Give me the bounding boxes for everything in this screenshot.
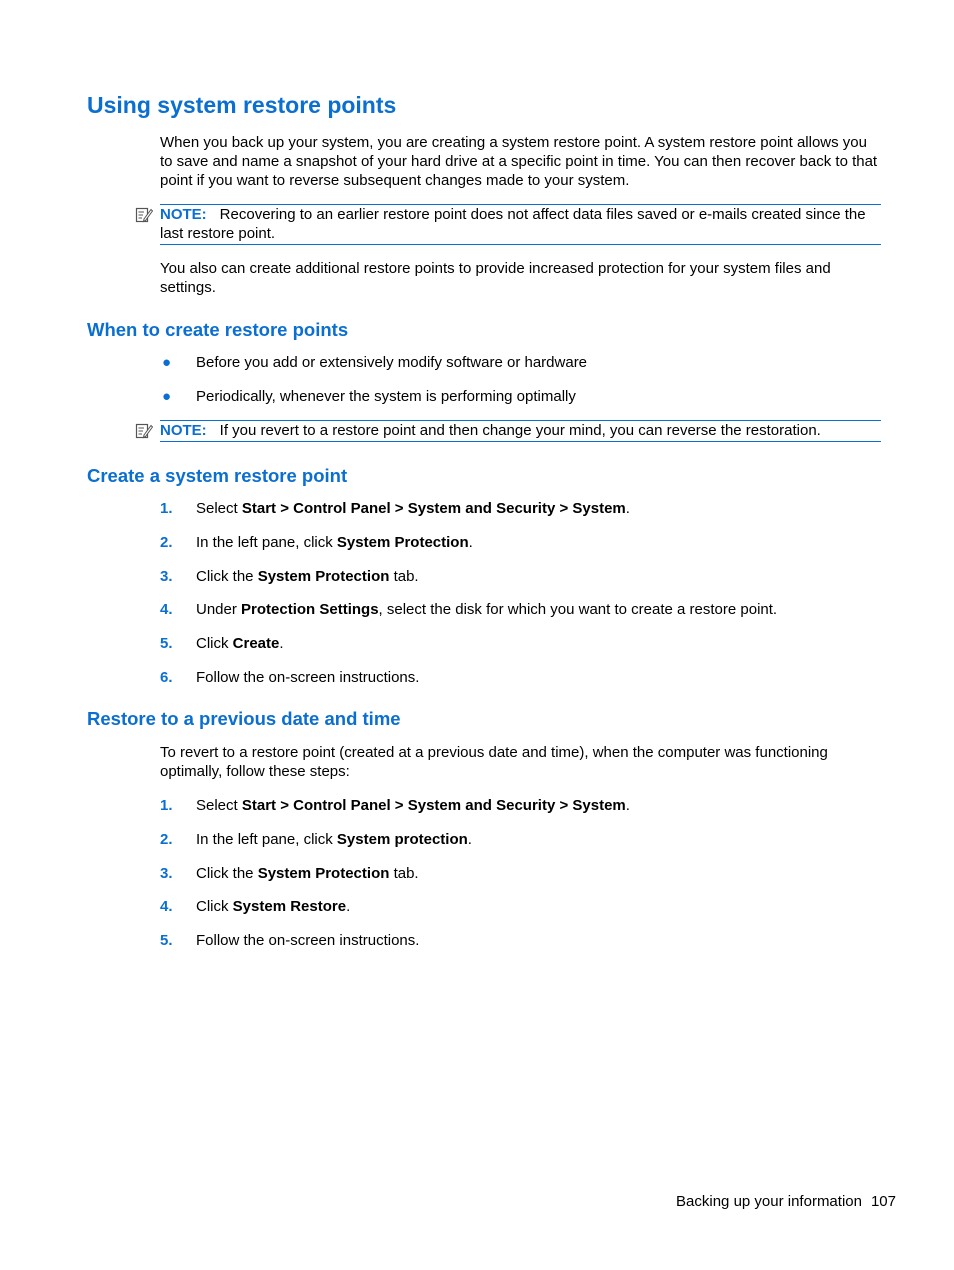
step-text xyxy=(196,796,630,815)
bullet-icon: ● xyxy=(162,388,172,405)
step-text-plain: Follow the on-screen instructions. xyxy=(196,932,420,950)
page-number: 107 xyxy=(870,1193,896,1210)
step-text-plain: . xyxy=(346,898,351,916)
bullet-icon: ● xyxy=(162,354,172,371)
paragraph-additional-points: You also can create additional restore points to provide increased protection for your system files and settings. xyxy=(160,260,831,296)
step-text-bold: System Restore xyxy=(232,898,347,916)
step-number: 4. xyxy=(160,898,173,916)
step-text xyxy=(196,830,472,849)
step-text-bold: Start > Control Panel > System and Security > System xyxy=(241,797,626,814)
step-text-bold: Create xyxy=(232,635,280,653)
step-text-plain: In the left pane, click xyxy=(196,830,337,848)
note-box xyxy=(160,204,881,245)
note-box xyxy=(160,420,881,442)
step-number: 3. xyxy=(160,864,173,882)
step-text xyxy=(196,897,350,916)
step-text-plain: Click xyxy=(196,898,233,916)
step-text-plain: . xyxy=(625,500,630,517)
note-icon xyxy=(135,422,153,440)
step-number: 5. xyxy=(160,635,173,653)
step-text-plain: Click the xyxy=(196,864,258,882)
step-number: 1. xyxy=(160,500,173,517)
step-number: 1. xyxy=(160,797,173,814)
step-text xyxy=(196,668,419,687)
step-text-plain: Click xyxy=(196,635,233,653)
step-text xyxy=(196,567,419,586)
step-text-plain: Click the xyxy=(196,567,258,585)
step-text-bold: Start > Control Panel > System and Security > System xyxy=(241,500,626,517)
step-text xyxy=(196,499,630,518)
note-text: Recovering to an earlier restore point does not affect data files saved or e-mails created since the last restore point. xyxy=(160,206,866,242)
step-text-bold: Protection Settings xyxy=(241,601,379,619)
section-heading-when: When to create restore points xyxy=(87,319,349,340)
intro-paragraph: When you back up your system, you are creating a system restore point. A system restore point allows you to save and name a snapshot of your hard drive at a specific point in time. You can then recover back to that point if you want to reverse subsequent changes made to your system. xyxy=(160,134,878,189)
note-text: If you revert to a restore point and then change your mind, you can reverse the restoration. xyxy=(219,422,821,439)
restore-intro-paragraph: To revert to a restore point (created at a previous date and time), when the computer was functioning optimally, follow these steps: xyxy=(160,744,828,780)
step-number: 2. xyxy=(160,830,173,848)
step-text xyxy=(196,864,419,883)
step-text-plain: Under xyxy=(196,601,242,619)
footer-section-title: Backing up your information xyxy=(676,1193,862,1210)
step-text xyxy=(196,634,284,653)
step-text-plain: tab. xyxy=(389,864,419,882)
step-number: 3. xyxy=(160,567,173,585)
step-text-plain: . xyxy=(468,533,473,551)
step-text xyxy=(196,931,419,950)
section-heading-restore: Restore to a previous date and time xyxy=(87,708,401,729)
step-text xyxy=(196,533,473,552)
step-number: 4. xyxy=(160,601,173,619)
step-text-plain: In the left pane, click xyxy=(196,533,337,551)
list-item-text: Periodically, whenever the system is performing optimally xyxy=(196,388,576,405)
step-text xyxy=(196,600,777,619)
step-text-plain: . xyxy=(279,635,284,653)
step-text-bold: System Protection xyxy=(257,864,390,882)
step-number: 6. xyxy=(160,669,173,686)
step-text-bold: System Protection xyxy=(336,533,469,551)
section-heading-create: Create a system restore point xyxy=(87,465,348,486)
page-title: Using system restore points xyxy=(87,92,397,118)
note-icon xyxy=(135,206,153,224)
step-text-plain: Follow the on-screen instructions. xyxy=(196,669,420,686)
note-label: NOTE: xyxy=(160,206,207,223)
step-text-bold: System Protection xyxy=(257,567,390,585)
step-text-bold: System protection xyxy=(336,830,468,848)
page-footer xyxy=(676,1193,896,1210)
step-number: 5. xyxy=(160,932,173,950)
step-number: 2. xyxy=(160,533,173,551)
step-text-plain: . xyxy=(467,830,472,848)
step-text-plain: . xyxy=(625,797,630,814)
note-label: NOTE: xyxy=(160,422,207,439)
step-text-plain: tab. xyxy=(389,567,419,585)
step-text-plain: Select xyxy=(196,797,242,814)
list-item-text: Before you add or extensively modify software or hardware xyxy=(196,354,588,371)
step-text-plain: , select the disk for which you want to create a restore point. xyxy=(378,601,778,619)
step-text-plain: Select xyxy=(196,500,242,517)
